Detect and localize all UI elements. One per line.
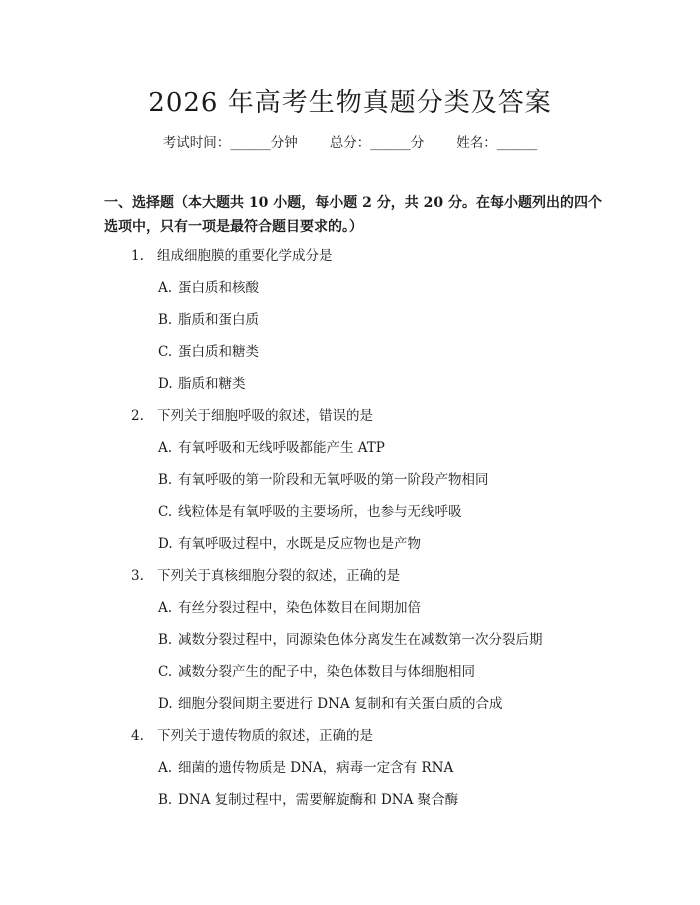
question-number: 3. (131, 568, 144, 584)
option-letter: A. (158, 760, 173, 776)
section-heading: 一、选择题（本大题共 10 小题，每小题 2 分，共 20 分。在每小题列出的四个选项中，只有一项是最符合题目要求的。） (104, 195, 602, 235)
option-text: 细菌的遗传物质是 DNA，病毒一定含有 RNA (178, 760, 454, 776)
option-letter: D. (158, 536, 173, 552)
option-1c (158, 340, 259, 360)
option-letter: D. (158, 696, 173, 712)
total-score-field: 总分：______分 (329, 135, 425, 151)
option-text: 线粒体是有氧呼吸的主要场所，也参与无线呼吸 (178, 504, 462, 520)
question-stem: 下列关于遗传物质的叙述，正确的是 (157, 728, 373, 744)
option-text: 蛋白质和糖类 (178, 344, 259, 360)
question-number: 4. (131, 728, 144, 744)
option-2c (158, 500, 462, 520)
option-letter: A. (158, 600, 173, 616)
option-3d (158, 692, 502, 712)
option-1d (158, 372, 246, 392)
option-text: 蛋白质和核酸 (178, 280, 259, 296)
option-text: 减数分裂产生的配子中，染色体数目与体细胞相同 (178, 664, 475, 680)
option-letter: A. (158, 440, 173, 456)
option-3b (158, 628, 543, 648)
option-letter: B. (158, 312, 173, 328)
question-3 (131, 564, 400, 584)
exam-time-field: 考试时间：______分钟 (162, 135, 298, 151)
option-2b (158, 468, 489, 488)
option-text: DNA 复制过程中，需要解旋酶和 DNA 聚合酶 (178, 792, 459, 808)
question-1 (131, 244, 333, 264)
page-title: 2026 年高考生物真题分类及答案 (148, 88, 552, 118)
option-letter: B. (158, 472, 173, 488)
question-2 (131, 404, 373, 424)
option-text: 细胞分裂间期主要进行 DNA 复制和有关蛋白质的合成 (178, 696, 503, 712)
option-4a (158, 756, 453, 776)
question-stem: 下列关于细胞呼吸的叙述，错误的是 (157, 408, 373, 424)
option-3c (158, 660, 475, 680)
option-letter: A. (158, 280, 173, 296)
question-4 (131, 724, 373, 744)
option-letter: C. (158, 504, 173, 520)
option-1a (158, 276, 259, 296)
option-letter: C. (158, 664, 173, 680)
option-letter: D. (158, 376, 173, 392)
option-text: 有氧呼吸过程中，水既是反应物也是产物 (178, 536, 421, 552)
option-2d (158, 532, 421, 552)
question-stem: 组成细胞膜的重要化学成分是 (157, 248, 333, 264)
option-text: 有丝分裂过程中，染色体数目在间期加倍 (178, 600, 421, 616)
option-text: 脂质和蛋白质 (178, 312, 259, 328)
exam-meta-line (0, 131, 700, 151)
option-letter: C. (158, 344, 173, 360)
option-2a (158, 436, 385, 456)
question-number: 1. (131, 248, 144, 264)
option-text: 有氧呼吸的第一阶段和无氧呼吸的第一阶段产物相同 (178, 472, 489, 488)
student-name-field: 姓名：______ (456, 135, 538, 151)
option-letter: B. (158, 632, 173, 648)
option-4b (158, 788, 458, 808)
option-3a (158, 596, 421, 616)
option-text: 有氧呼吸和无线呼吸都能产生 ATP (178, 440, 385, 456)
option-text: 减数分裂过程中，同源染色体分离发生在减数第一次分裂后期 (178, 632, 543, 648)
option-text: 脂质和糖类 (178, 376, 246, 392)
option-letter: B. (158, 792, 173, 808)
question-stem: 下列关于真核细胞分裂的叙述，正确的是 (157, 568, 400, 584)
question-number: 2. (131, 408, 144, 424)
option-1b (158, 308, 259, 328)
